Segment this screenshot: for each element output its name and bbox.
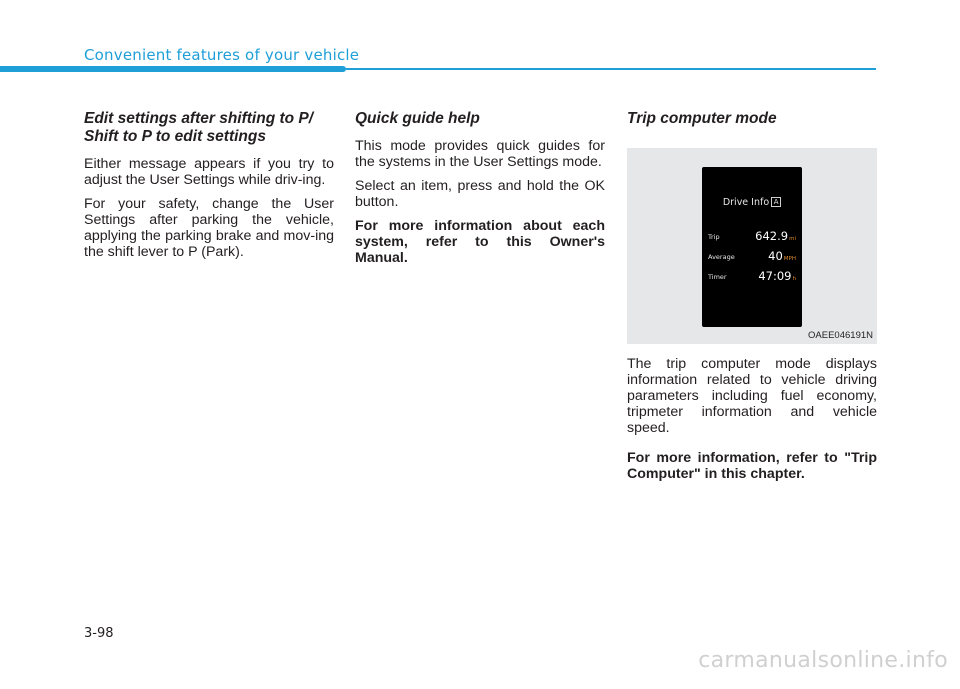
row-label: Average [708, 253, 735, 261]
paragraph: For your safety, change the User Settings after parking the vehicle, applying the parking brake and mov-ing the shift lever to P (Park). [84, 196, 334, 260]
watermark: carmanualsonline.info [698, 648, 948, 673]
paragraph: The trip computer mode displays information related to vehicle driving parameters including fuel economy, tripmeter information and vehicle speed. [627, 356, 877, 436]
cluster-screen [702, 167, 802, 327]
row-label: Timer [708, 273, 727, 281]
header-rule [346, 68, 876, 70]
header-bar [0, 66, 346, 72]
column-quick-guide [355, 110, 605, 274]
screen-row-timer [708, 267, 796, 283]
section-heading-trip-computer: Trip computer mode [627, 110, 777, 127]
screen-row-trip [708, 227, 796, 243]
paragraph-note: For more information about each system, refer to this Owner's Manual. [355, 218, 605, 266]
figure-code: OAEE046191N [808, 330, 873, 341]
section-heading-quick-guide: Quick guide help [355, 110, 480, 127]
auto-badge-icon: A [771, 197, 781, 207]
cluster-figure [627, 148, 877, 344]
row-value: 642.9mi [755, 229, 796, 243]
screen-title: Drive Info A [702, 197, 802, 208]
paragraph-note: For more information, refer to "Trip Computer" in this chapter. [627, 450, 877, 482]
column-edit-settings [84, 110, 334, 268]
paragraph: Either message appears if you try to adjust the User Settings while driv-ing. [84, 156, 334, 188]
page-number: 3-98 [84, 626, 114, 641]
paragraph: This mode provides quick guides for the systems in the User Settings mode. [355, 138, 605, 170]
row-value: 40MPH [768, 249, 796, 263]
row-value: 47:09h [758, 269, 796, 283]
column-trip-computer [627, 110, 877, 490]
paragraph: Select an item, press and hold the OK button. [355, 178, 605, 210]
screen-row-average [708, 247, 796, 263]
header-title: Convenient features of your vehicle [84, 46, 360, 64]
row-label: Trip [708, 233, 720, 241]
section-heading-edit-settings: Edit settings after shifting to P/ Shift to P to edit settings [84, 110, 314, 145]
